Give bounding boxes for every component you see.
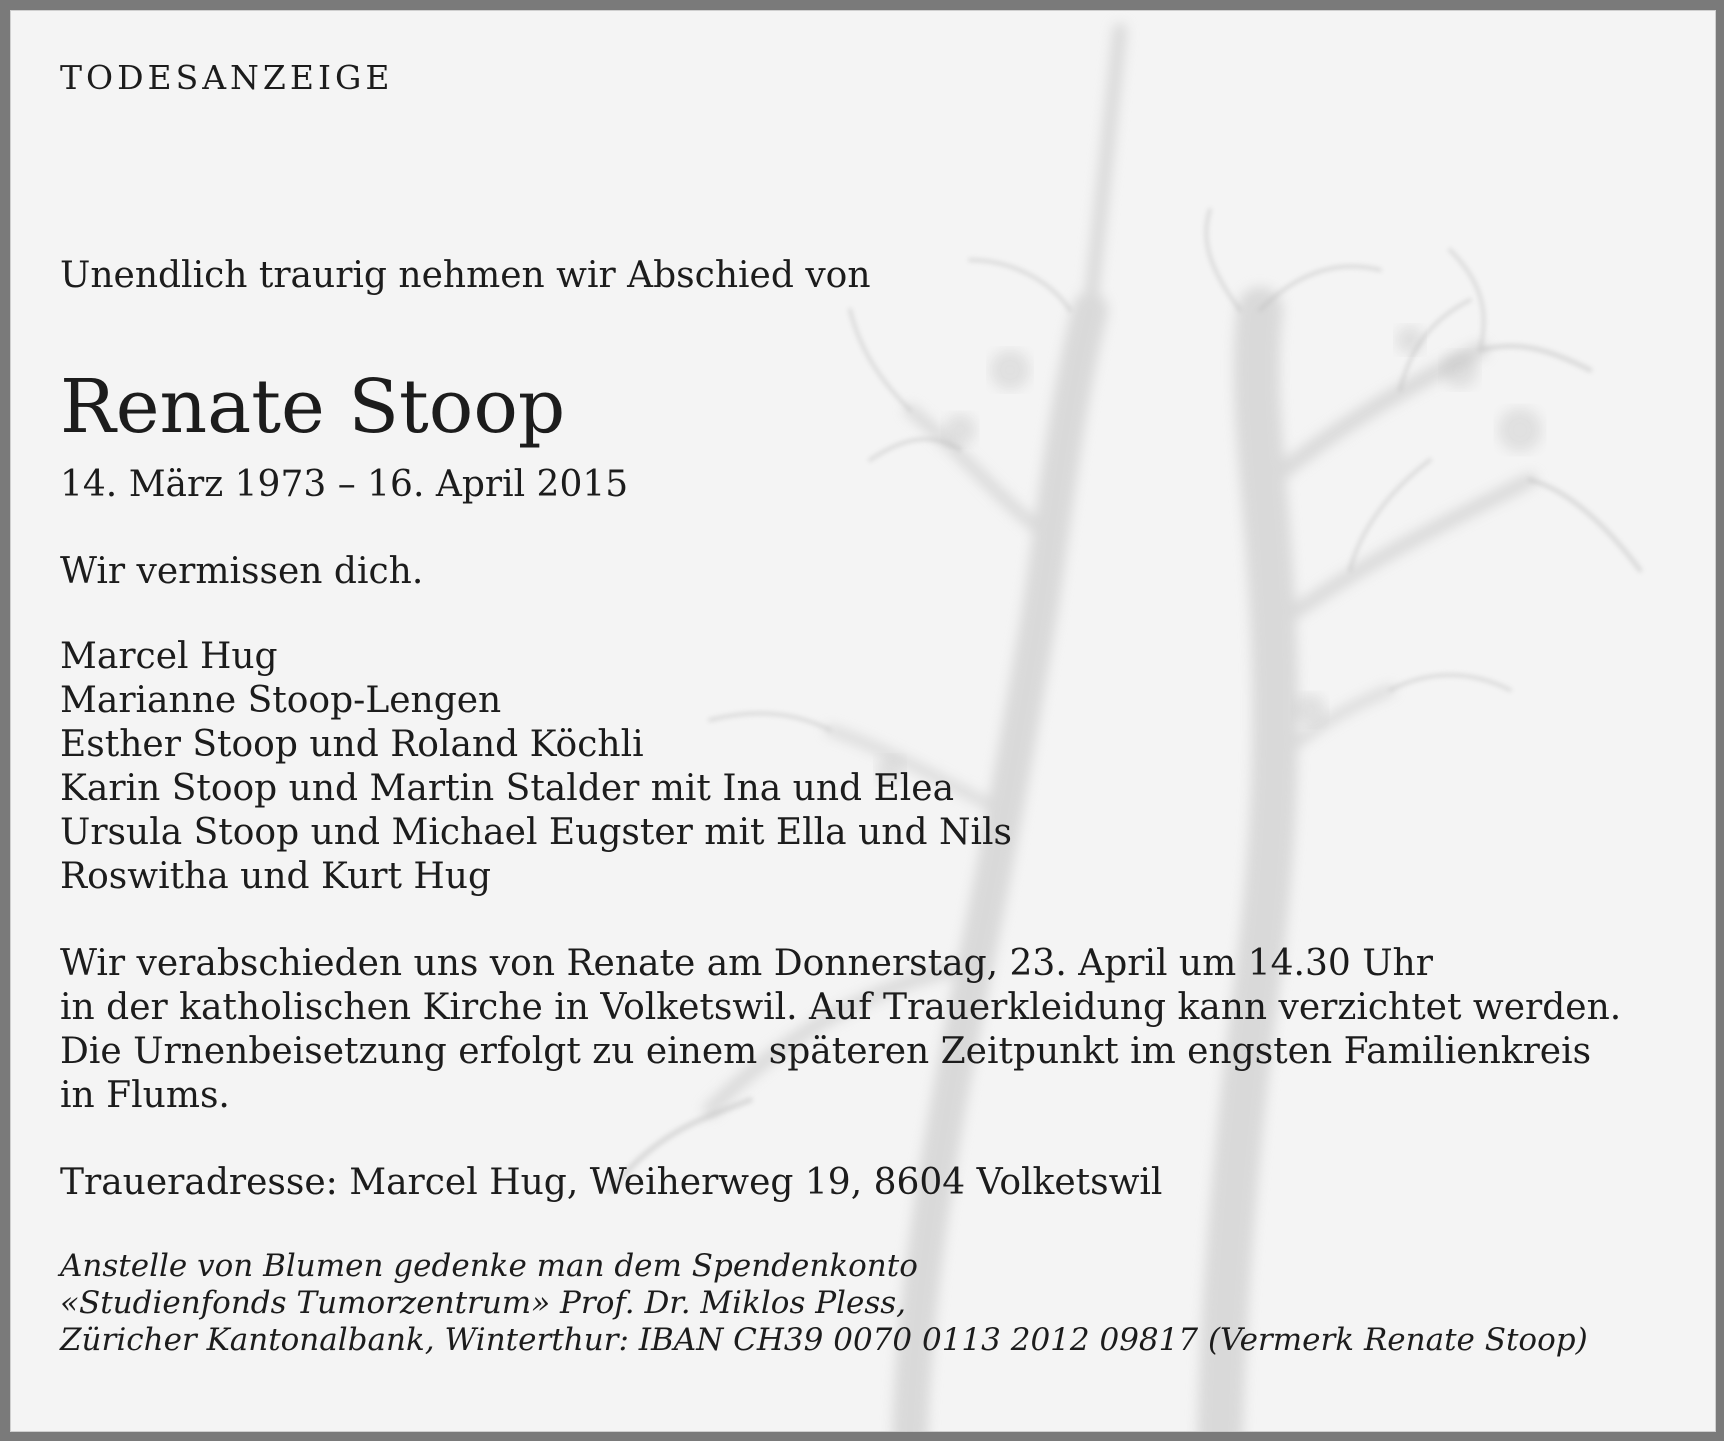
family-member: Esther Stoop und Roland Köchli — [60, 724, 644, 765]
donation-line: «Studienfonds Tumorzentrum» Prof. Dr. Miklos Pless, — [60, 1285, 906, 1321]
donation-line: Züricher Kantonalbank, Winterthur: IBAN CH39 0070 0113 2012 09817 (Vermerk Renate Stoop) — [60, 1322, 1588, 1358]
family-member: Roswitha und Kurt Hug — [60, 856, 492, 897]
ceremony-line: in Flums. — [60, 1075, 230, 1116]
ceremony-line: in der katholischen Kirche in Volketswil. Auf Trauerkleidung kann verzichtet werden. — [60, 987, 1622, 1028]
donation-info — [60, 1248, 1588, 1359]
family-member: Karin Stoop und Martin Stalder mit Ina und Elea — [60, 768, 955, 809]
intro-line: Unendlich traurig nehmen wir Abschied von — [60, 255, 871, 296]
deceased-name: Renate Stoop — [60, 364, 566, 450]
mourning-address: Traueradresse: Marcel Hug, Weiherweg 19, 8604 Volketswil — [60, 1162, 1163, 1203]
ceremony-line: Wir verabschieden uns von Renate am Donnerstag, 23. April um 14.30 Uhr — [60, 943, 1433, 984]
message-line: Wir vermissen dich. — [60, 551, 424, 592]
life-dates: 14. März 1973 – 16. April 2015 — [60, 464, 629, 505]
obituary-notice — [10, 10, 1716, 1432]
family-list — [60, 635, 1012, 899]
family-member: Marcel Hug — [60, 636, 278, 677]
family-member: Ursula Stoop und Michael Eugster mit Ella und Nils — [60, 812, 1012, 853]
ceremony-info — [60, 942, 1621, 1118]
ceremony-line: Die Urnenbeisetzung erfolgt zu einem späteren Zeitpunkt im engsten Familienkreis — [60, 1031, 1592, 1072]
donation-line: Anstelle von Blumen gedenke man dem Spendenkonto — [60, 1248, 918, 1284]
notice-heading: TODESANZEIGE — [60, 58, 394, 97]
family-member: Marianne Stoop-Lengen — [60, 680, 502, 721]
